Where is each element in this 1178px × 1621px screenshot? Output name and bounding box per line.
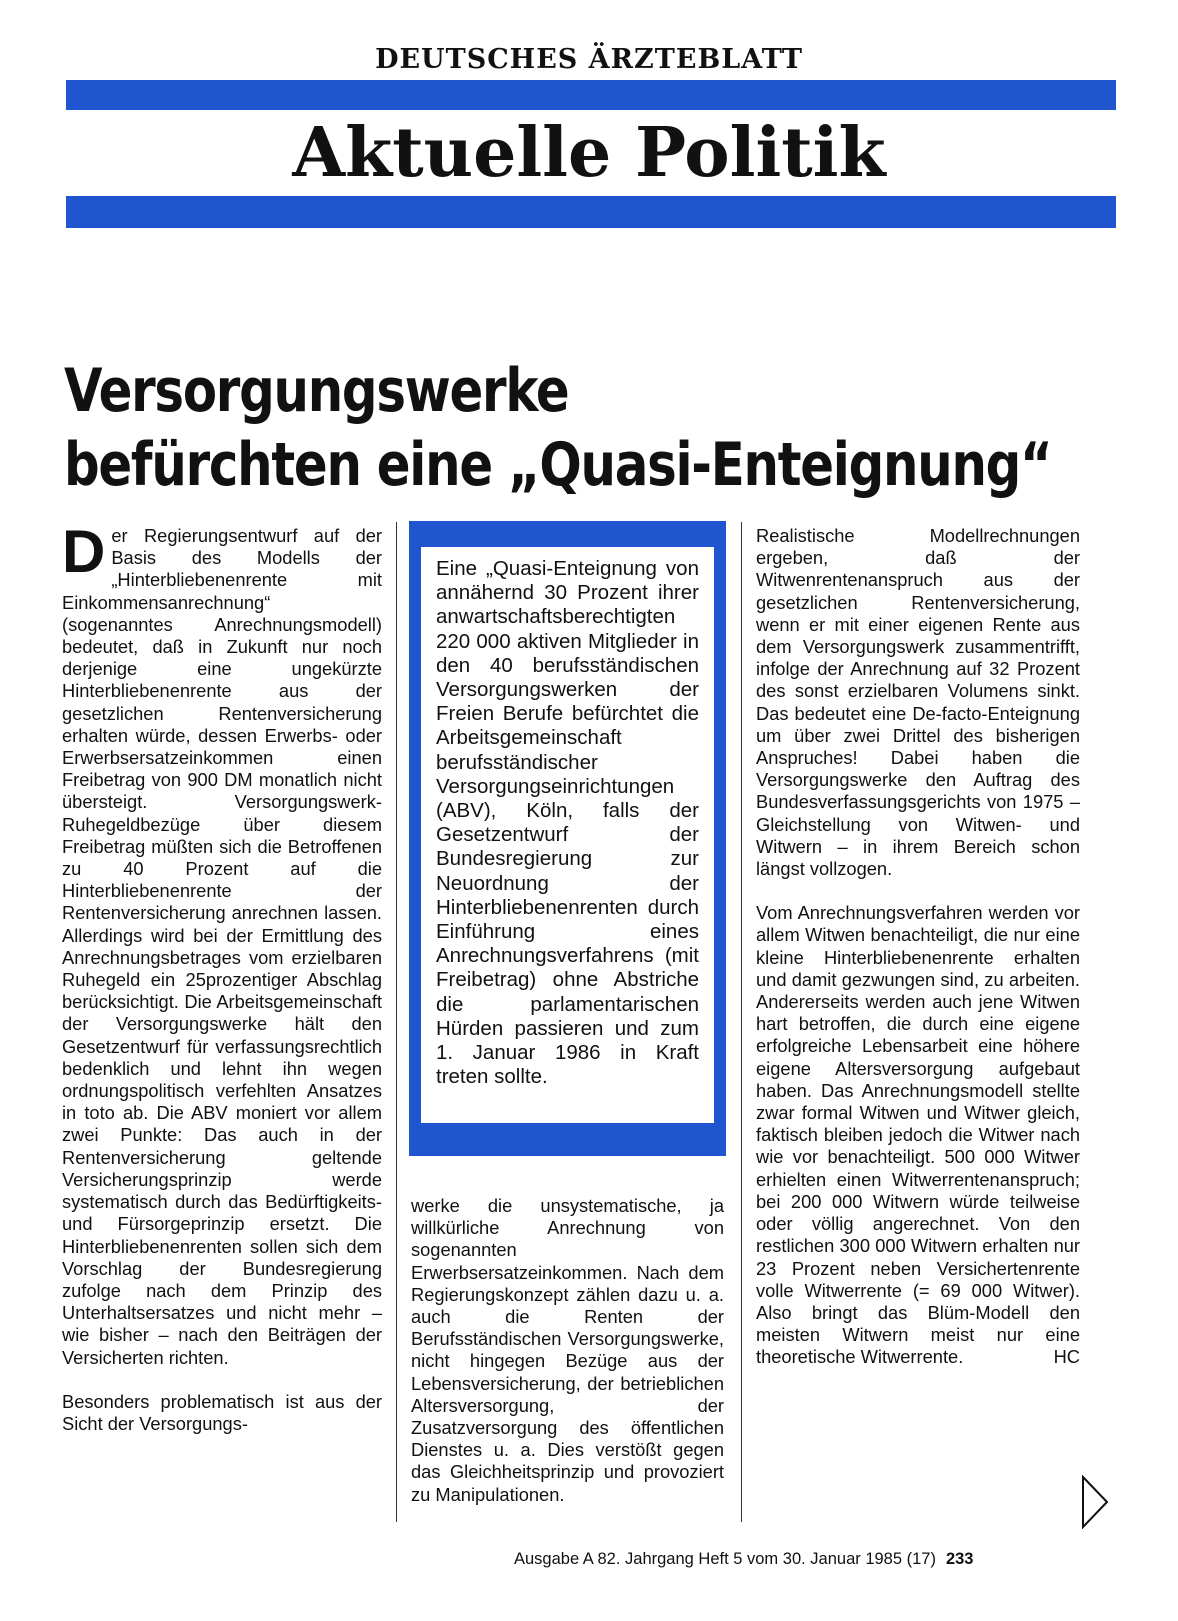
page-number: 233 [945, 1550, 974, 1568]
section-title: Aktuelle Politik [292, 113, 886, 193]
drop-cap: D [62, 518, 106, 585]
paragraph: Realistische Modellrechnungen ergeben, daß der Witwenrentenanspruch aus der gesetzlichen Rentenversicherung, wenn er mit einer eigenen Rente aus dem Versorgungswerk zusammentrifft, infolge der Anrechnung auf 32 Prozent des sonst erzielbaren Volumens sinkt. Das bedeutet eine De-facto-Enteignung um über zwei Drittel des bisherigen Anspruches! Dabei haben die Versorgungswerke den Auftrag des Bundesverfassungsgerichts von 1975 – Gleichstellung von Witwen- und Witwern – in ihrem Bereich schon längst vollzogen. [756, 525, 1080, 880]
blue-bar-top [66, 80, 1116, 110]
column-2 [411, 1195, 724, 1528]
column-divider [741, 522, 742, 1522]
callout-box [409, 521, 726, 1156]
column-3 [756, 525, 1080, 1391]
headline-line-1: Versorgungswerke [64, 356, 569, 426]
headline [64, 354, 1052, 502]
masthead: DEUTSCHES ÄRZTEBLATT [375, 44, 803, 75]
footer [514, 1550, 973, 1569]
author-signature: HC [1053, 1346, 1080, 1368]
paragraph-text: er Regierungsentwurf auf der Basis des Modells der „Hinterbliebenenrente mit Einkommensanrechnung“ (sogenanntes Anrechnungsmodell) bedeutet, daß in Zukunft nur noch derjenige eine ungekürzte Hinterbliebenenrente aus der gesetzlichen Rentenversicherung erhalten würde, dessen Erwerbs- oder Erwerbsersatzeinkommen einen Freibetrag von 900 DM monatlich nicht übersteigt. Versorgungswerk-Ruhegeldbezüge über diesem Freibetrag müßten sich die Betroffenen zu 40 Prozent auf die Hinterbliebenenrente der Rentenversicherung anrechnen lassen. Allerdings wird bei der Ermittlung des Anrechnungsbetrages vom erzielbaren Ruhegeld ein 25prozentiger Abschlag berücksichtigt. Die Arbeitsgemeinschaft der Versorgungswerke hält den Gesetzentwurf für verfassungsrechtlich bedenklich und lehnt ihn wegen ordnungspolitisch verfehlten Ansatzes in toto ab. Die ABV moniert vor allem zwei Punkte: Das auch in der Rentenversicherung geltende Versicherungsprinzip werde systematisch durch das Bedürftigkeits- und Fürsorgeprinzip ersetzt. Die Hinterbliebenenrenten sollen sich dem Vorschlag der Bundesregierung zufolge nach dem Prinzip des Unterhaltsersatzes und nicht mehr – wie bisher – nach den Beiträgen der Versicherten richten. [62, 525, 382, 1368]
column-divider [396, 522, 397, 1522]
callout-text: Eine „Quasi-Enteignung von annähernd 30 Prozent ihrer anwartschaftsberechtigten 220 000 aktiven Mitglieder in den 40 berufsständischen Versorgungswerken der Freien Berufe befürchtet die Arbeitsgemeinschaft berufsständischer Versorgungseinrichtungen (ABV), Köln, falls der Gesetzentwurf der Bundesregierung zur Neuordnung der Hinterbliebenenrenten durch Einführung eines Anrechnungsverfahrens (mit Freibetrag) ohne Abstriche die parlamentarischen Hürden passieren und zum 1. Januar 1986 in Kraft treten sollte. [421, 547, 714, 1123]
paragraph: Besonders problematisch ist aus der Sicht der Versorgungs- [62, 1390, 382, 1434]
paragraph [62, 518, 382, 1369]
headline-line-2: befürchten eine „Quasi-Enteignung“ [64, 430, 1052, 500]
paragraph: werke die unsystematische, ja willkürliche Anrechnung von sogenannten Erwerbsersatzeinkommen. Nach dem Regierungskonzept zählen dazu u. a. auch die Renten der Berufsständischen Versorgungswerke, nicht hingegen Bezüge aus der Lebensversicherung, der betrieblichen Altersversorgung, der Zusatzversorgung des öffentlichen Dienstes u. a. Dies verstößt gegen das Gleichheitsprinzip und provoziert zu Manipulationen. [411, 1195, 724, 1505]
column-1 [62, 518, 382, 1457]
continue-arrow-icon [1081, 1475, 1109, 1534]
blue-bar-bottom [66, 196, 1116, 228]
paragraph-text: Vom Anrechnungsverfahren werden vor allem Witwen benachteiligt, die nur eine kleine Hinterbliebenenrente erhalten und damit gezwungen sind, zu arbeiten. Andererseits werden auch jene Witwen hart betroffen, die durch eine eigene erfolgreiche Lebensarbeit eine höhere eigene Altersversorgung aufgebaut haben. Das Anrechnungsmodell stellte zwar formal Witwen und Witwer gleich, faktisch bleiben jedoch die Witwer nach wie vor benachteiligt. 500 000 Witwer erhielten einen Witwerrentenanspruch; bei 200 000 Witwern würde teilweise oder völlig angerechnet. Von den restlichen 300 000 Witwern erhalten nur 23 Prozent neben Versichertenrente volle Witwerrente (= 69 000 Witwer). Also bringt das Blüm-Modell den meisten Witwern meist nur eine theoretische Witwerrente. [756, 902, 1080, 1368]
paragraph [756, 902, 1080, 1368]
issue-info: Ausgabe A 82. Jahrgang Heft 5 vom 30. Januar 1985 (17) [514, 1550, 936, 1568]
